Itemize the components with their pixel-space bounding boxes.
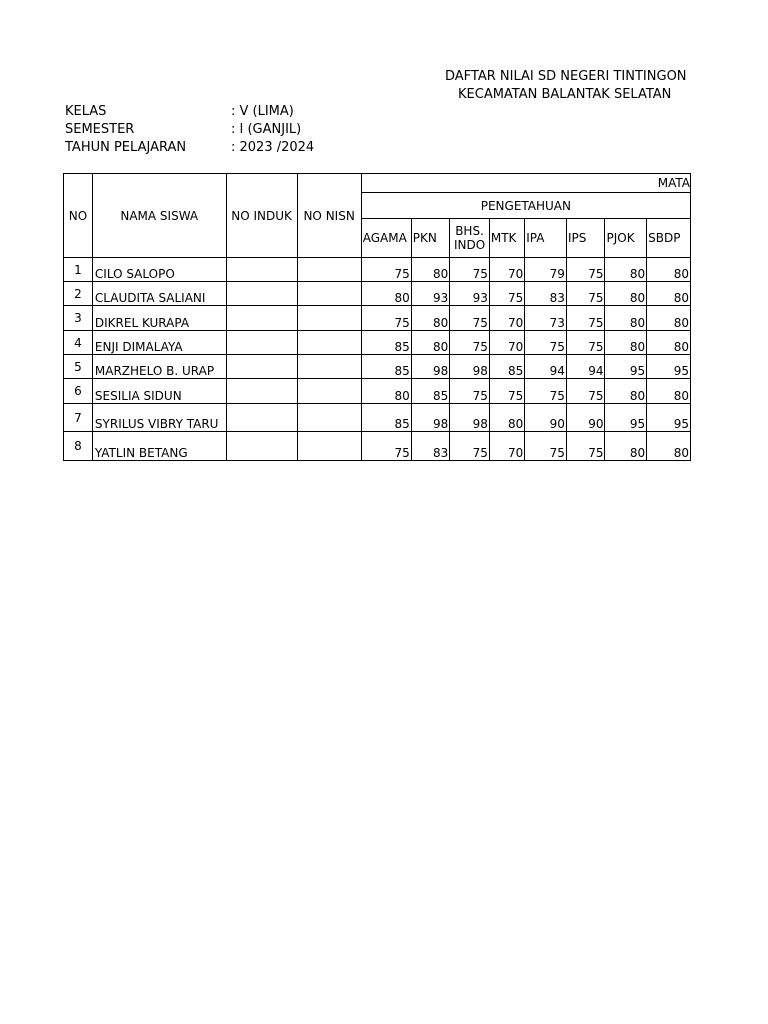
tahun-pelajaran-label: TAHUN PELAJARAN [65, 140, 187, 155]
student-name: YATLIN BETANG [92, 432, 226, 461]
score-pjok: 80 [605, 282, 647, 306]
student-name: MARZHELO B. URAP [92, 355, 226, 379]
row-no: 5 [64, 355, 93, 379]
table-row [64, 306, 691, 331]
header-subject-pjok: PJOK [605, 219, 647, 258]
table-row [64, 282, 691, 306]
row-no-induk [226, 331, 297, 355]
table-row [64, 432, 691, 461]
score-ipa: 94 [525, 355, 567, 379]
score-ips: 90 [566, 404, 605, 432]
header-no-nisn: NO NISN [297, 174, 361, 258]
score-sbdp: 80 [647, 306, 691, 331]
score-pkn: 98 [411, 404, 450, 432]
score-ips: 75 [566, 258, 605, 282]
row-no-nisn [297, 432, 361, 461]
header-subject-agama: AGAMA [361, 219, 411, 258]
score-sbdp: 80 [647, 379, 691, 404]
score-pkn: 83 [411, 432, 450, 461]
score-mtk: 70 [489, 432, 524, 461]
document-subtitle: KECAMATAN BALANTAK SELATAN [458, 87, 672, 102]
score-agama: 75 [361, 432, 411, 461]
score-sbdp: 80 [647, 331, 691, 355]
score-mtk: 80 [489, 404, 524, 432]
score-pjok: 95 [605, 404, 647, 432]
row-no-nisn [297, 282, 361, 306]
score-agama: 80 [361, 379, 411, 404]
score-agama: 85 [361, 404, 411, 432]
student-name: ENJI DIMALAYA [92, 331, 226, 355]
row-no-nisn [297, 404, 361, 432]
score-ipa: 75 [525, 432, 567, 461]
score-mtk: 75 [489, 379, 524, 404]
row-no-nisn [297, 331, 361, 355]
row-no-induk [226, 258, 297, 282]
header-subject-bhs-indo: BHS. INDO [450, 219, 490, 258]
score-mtk: 70 [489, 258, 524, 282]
score-sbdp: 95 [647, 355, 691, 379]
score-ipa: 79 [525, 258, 567, 282]
score-pjok: 80 [605, 258, 647, 282]
score-sbdp: 95 [647, 404, 691, 432]
row-no-induk [226, 282, 297, 306]
row-no: 1 [64, 258, 93, 282]
score-bhs-indo: 75 [450, 432, 490, 461]
table-row [64, 404, 691, 432]
document-title: DAFTAR NILAI SD NEGERI TINTINGON [445, 69, 687, 84]
score-agama: 75 [361, 258, 411, 282]
score-ipa: 75 [525, 331, 567, 355]
kelas-label: KELAS [65, 104, 107, 119]
score-bhs-indo: 75 [450, 331, 490, 355]
score-pkn: 80 [411, 258, 450, 282]
score-pjok: 80 [605, 331, 647, 355]
score-ips: 75 [566, 379, 605, 404]
table-row [64, 331, 691, 355]
row-no-induk [226, 379, 297, 404]
row-no: 4 [64, 331, 93, 355]
score-ips: 94 [566, 355, 605, 379]
score-ips: 75 [566, 432, 605, 461]
score-ips: 75 [566, 306, 605, 331]
header-nama-siswa: NAMA SISWA [92, 174, 226, 258]
score-pjok: 80 [605, 432, 647, 461]
header-mata-pelajaran: MATA [361, 174, 690, 193]
score-pkn: 80 [411, 331, 450, 355]
table-row [64, 355, 691, 379]
row-no-induk [226, 404, 297, 432]
score-agama: 75 [361, 306, 411, 331]
table-row [64, 379, 691, 404]
student-name: CILO SALOPO [92, 258, 226, 282]
header-subject-ipa: IPA [525, 219, 567, 258]
score-bhs-indo: 98 [450, 404, 490, 432]
row-no: 8 [64, 432, 93, 461]
header-subject-sbdp: SBDP [647, 219, 691, 258]
header-subject-mtk: MTK [489, 219, 524, 258]
header-no: NO [64, 174, 93, 258]
row-no: 7 [64, 404, 93, 432]
score-pkn: 98 [411, 355, 450, 379]
semester-value: : I (GANJIL) [231, 122, 302, 137]
score-ips: 75 [566, 331, 605, 355]
score-ipa: 73 [525, 306, 567, 331]
header-pengetahuan: PENGETAHUAN [361, 193, 690, 219]
row-no-nisn [297, 379, 361, 404]
score-bhs-indo: 75 [450, 306, 490, 331]
score-pjok: 95 [605, 355, 647, 379]
row-no: 6 [64, 379, 93, 404]
row-no: 2 [64, 282, 93, 306]
score-mtk: 70 [489, 306, 524, 331]
score-agama: 85 [361, 331, 411, 355]
score-mtk: 85 [489, 355, 524, 379]
score-mtk: 75 [489, 282, 524, 306]
score-ips: 75 [566, 282, 605, 306]
score-pjok: 80 [605, 379, 647, 404]
score-agama: 80 [361, 282, 411, 306]
row-no: 3 [64, 306, 93, 331]
score-bhs-indo: 93 [450, 282, 490, 306]
table-row [64, 258, 691, 282]
score-pkn: 80 [411, 306, 450, 331]
score-agama: 85 [361, 355, 411, 379]
header-subject-pkn: PKN [411, 219, 450, 258]
student-name: SYRILUS VIBRY TARU [92, 404, 226, 432]
score-pjok: 80 [605, 306, 647, 331]
student-name: SESILIA SIDUN [92, 379, 226, 404]
score-sbdp: 80 [647, 432, 691, 461]
score-bhs-indo: 75 [450, 258, 490, 282]
score-ipa: 75 [525, 379, 567, 404]
header-row-mata [64, 174, 691, 193]
semester-label: SEMESTER [65, 122, 135, 137]
grades-table [63, 173, 691, 461]
row-no-nisn [297, 355, 361, 379]
score-mtk: 70 [489, 331, 524, 355]
score-sbdp: 80 [647, 282, 691, 306]
header-subject-ips: IPS [566, 219, 605, 258]
header-no-induk: NO INDUK [226, 174, 297, 258]
row-no-induk [226, 306, 297, 331]
score-bhs-indo: 75 [450, 379, 490, 404]
student-name: DIKREL KURAPA [92, 306, 226, 331]
row-no-nisn [297, 306, 361, 331]
score-ipa: 90 [525, 404, 567, 432]
score-pkn: 85 [411, 379, 450, 404]
score-ipa: 83 [525, 282, 567, 306]
row-no-induk [226, 355, 297, 379]
kelas-value: : V (LIMA) [231, 104, 294, 119]
score-bhs-indo: 98 [450, 355, 490, 379]
score-pkn: 93 [411, 282, 450, 306]
student-name: CLAUDITA SALIANI [92, 282, 226, 306]
row-no-nisn [297, 258, 361, 282]
tahun-pelajaran-value: : 2023 /2024 [231, 140, 315, 155]
score-sbdp: 80 [647, 258, 691, 282]
row-no-induk [226, 432, 297, 461]
